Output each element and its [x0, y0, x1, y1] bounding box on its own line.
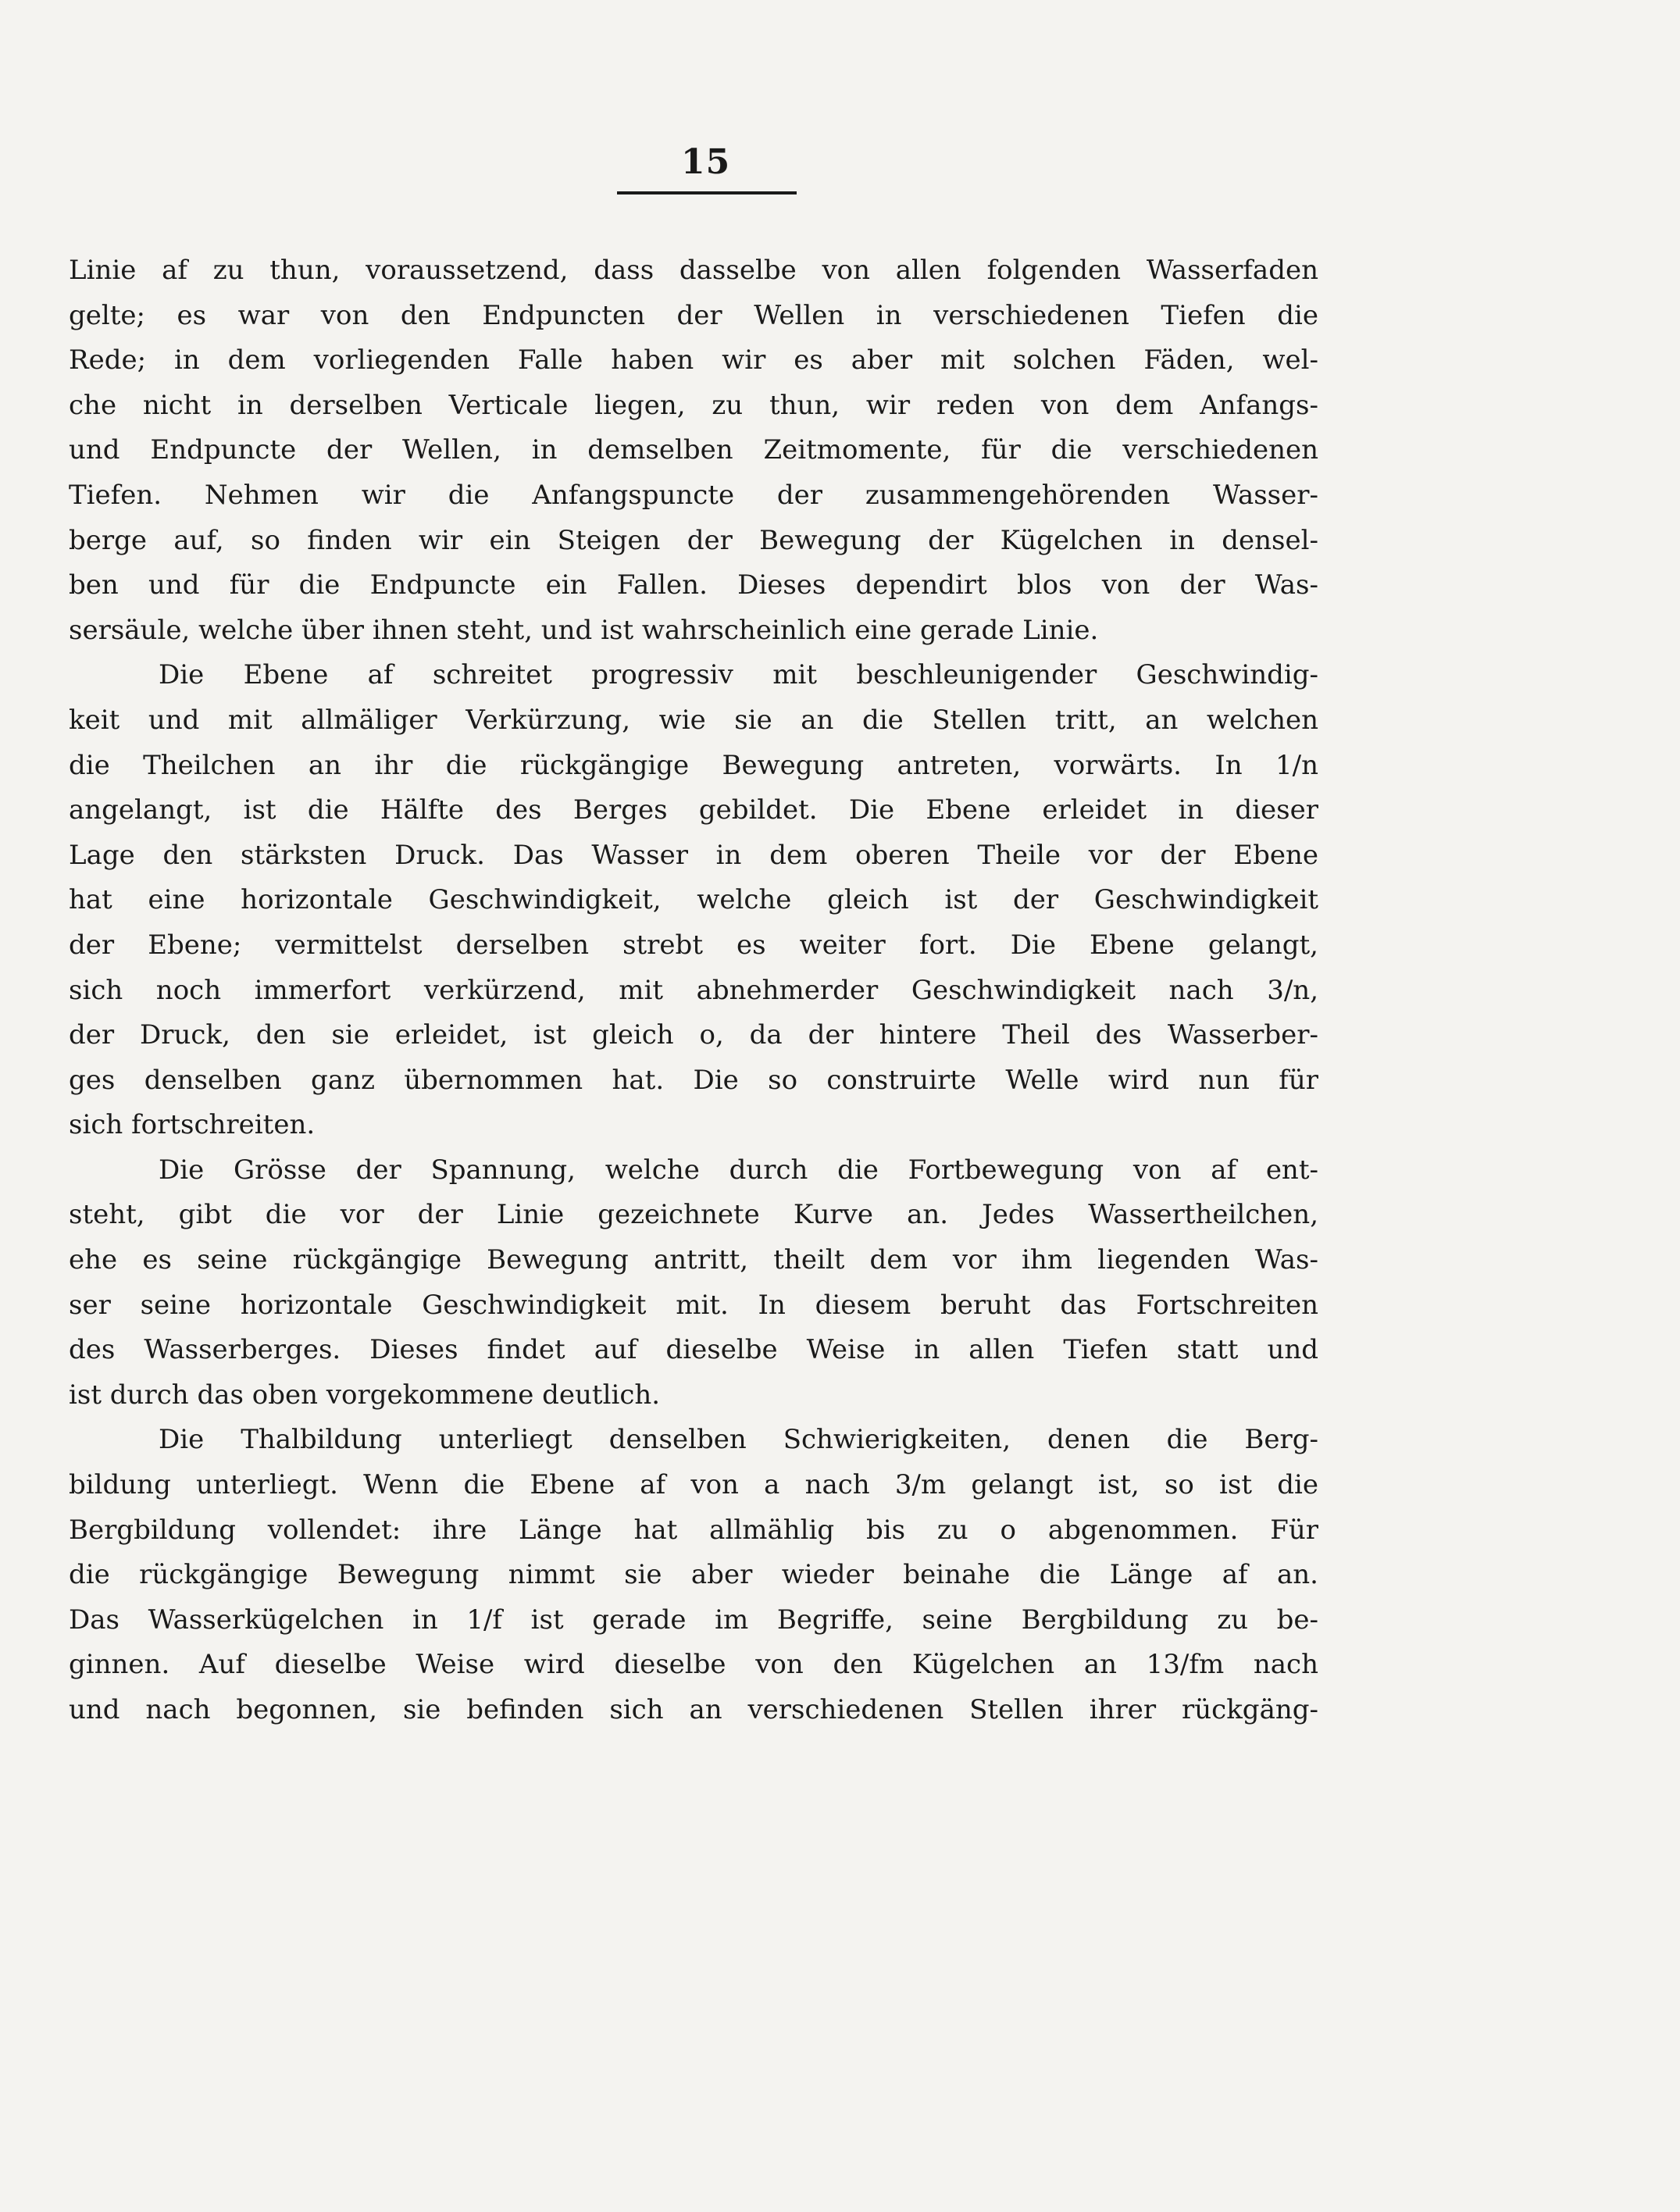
text-line: Linie af zu thun, voraussetzend, dass dasselbe von allen folgenden Wasserfaden: [69, 255, 1318, 286]
text-line: die rückgängige Bewegung nimmt sie aber wieder beinahe die Länge af an.: [69, 1559, 1318, 1591]
text-line: ist durch das oben vorgekommene deutlich.: [69, 1379, 661, 1411]
text-line: Das Wasserkügelchen in 1/f ist gerade im Begriffe, seine Bergbildung zu be-: [69, 1604, 1318, 1636]
paragraph-1: [69, 248, 1318, 653]
text-line: berge auf, so finden wir ein Steigen der Bewegung der Kügelchen in densel-: [69, 524, 1318, 556]
paragraph-4: [69, 1418, 1318, 1732]
text-line: bildung unterliegt. Wenn die Ebene af von a nach 3/m gelangt ist, so ist die: [69, 1469, 1318, 1501]
text-line: hat eine horizontale Geschwindigkeit, welche gleich ist der Geschwindigkeit: [69, 884, 1318, 916]
text-line: gelte; es war von den Endpuncten der Wellen in verschiedenen Tiefen die: [69, 299, 1318, 331]
paragraph-3: [69, 1148, 1318, 1418]
text-line: ehe es seine rückgängige Bewegung antritt, theilt dem vor ihm liegenden Was-: [69, 1244, 1318, 1276]
text-line: angelangt, ist die Hälfte des Berges gebildet. Die Ebene erleidet in dieser: [69, 794, 1318, 826]
text-line: che nicht in derselben Verticale liegen, zu thun, wir reden von dem Anfangs-: [69, 389, 1318, 421]
page-number-rule: [617, 191, 797, 194]
text-line: Die Thalbildung unterliegt denselben Schwierigkeiten, denen die Berg-: [159, 1424, 1318, 1456]
text-line: ser seine horizontale Geschwindigkeit mit. In diesem beruht das Fortschreiten: [69, 1289, 1318, 1321]
text-line: sersäule, welche über ihnen steht, und ist wahrscheinlich eine gerade Linie.: [69, 614, 1099, 646]
text-line: sich fortschreiten.: [69, 1109, 316, 1141]
text-line: des Wasserberges. Dieses findet auf dieselbe Weise in allen Tiefen statt und: [69, 1334, 1318, 1366]
text-line: der Ebene; vermittelst derselben strebt es weiter fort. Die Ebene gelangt,: [69, 929, 1318, 961]
text-line: und nach begonnen, sie befinden sich an verschiedenen Stellen ihrer rückgäng-: [69, 1694, 1318, 1725]
text-line: die Theilchen an ihr die rückgängige Bewegung antreten, vorwärts. In 1/n: [69, 749, 1318, 781]
text-line: der Druck, den sie erleidet, ist gleich o, da der hintere Theil des Wasserber-: [69, 1019, 1318, 1051]
text-line: Bergbildung vollendet: ihre Länge hat allmählig bis zu o abgenommen. Für: [69, 1514, 1318, 1546]
text-line: Die Grösse der Spannung, welche durch die Fortbewegung von af ent-: [159, 1154, 1318, 1186]
page-number: 15: [681, 142, 731, 182]
text-line: Tiefen. Nehmen wir die Anfangspuncte der zusammengehörenden Wasser-: [69, 479, 1318, 511]
body-text: [69, 248, 1318, 1733]
text-line: Lage den stärksten Druck. Das Wasser in dem oberen Theile vor der Ebene: [69, 839, 1318, 871]
text-line: Die Ebene af schreitet progressiv mit beschleunigender Geschwindig-: [159, 659, 1318, 691]
text-line: steht, gibt die vor der Linie gezeichnete Kurve an. Jedes Wassertheilchen,: [69, 1199, 1318, 1231]
text-line: ginnen. Auf dieselbe Weise wird dieselbe von den Kügelchen an 13/fm nach: [69, 1649, 1318, 1681]
text-line: ben und für die Endpuncte ein Fallen. Dieses dependirt blos von der Was-: [69, 569, 1318, 601]
text-line: ges denselben ganz übernommen hat. Die so construirte Welle wird nun für: [69, 1064, 1318, 1096]
paragraph-2: [69, 653, 1318, 1148]
text-line: sich noch immerfort verkürzend, mit abnehmerder Geschwindigkeit nach 3/n,: [69, 974, 1318, 1006]
text-line: keit und mit allmäliger Verkürzung, wie sie an die Stellen tritt, an welchen: [69, 704, 1318, 736]
text-line: und Endpuncte der Wellen, in demselben Zeitmomente, für die verschiedenen: [69, 434, 1318, 466]
text-line: Rede; in dem vorliegenden Falle haben wir es aber mit solchen Fäden, wel-: [69, 344, 1318, 376]
